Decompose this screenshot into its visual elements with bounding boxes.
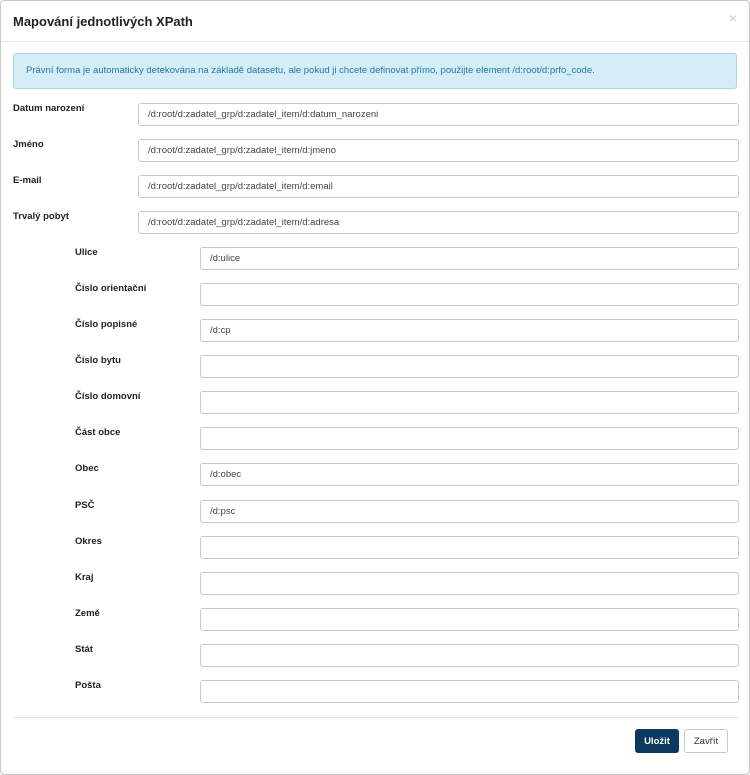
info-alert: Právní forma je automaticky detekována na základě datasetu, ale pokud ji chcete definovat přímo, použijte element /d:root/d:prfo_code. <box>13 53 737 89</box>
email-input[interactable] <box>138 175 739 198</box>
cast-obce-label: Část obce <box>75 427 121 438</box>
dialog-title: Mapování jednotlivých XPath <box>13 14 193 29</box>
ulice-input[interactable] <box>200 247 739 270</box>
cast-obce-input[interactable] <box>200 427 739 450</box>
trvaly-pobyt-input[interactable] <box>138 211 739 234</box>
obec-input[interactable] <box>200 463 739 486</box>
cislo-orientacni-input[interactable] <box>200 283 739 306</box>
save-button[interactable]: Uložit <box>635 729 679 753</box>
cislo-popisne-input[interactable] <box>200 319 739 342</box>
close-icon[interactable]: × <box>728 10 737 26</box>
field-row-cislo-orientacni <box>1 283 750 307</box>
close-button[interactable]: Zavřít <box>684 729 728 753</box>
cislo-orientacni-label: Číslo orientační <box>75 283 147 294</box>
field-row-email <box>1 175 750 199</box>
psc-input[interactable] <box>200 500 739 523</box>
field-row-cislo-bytu <box>1 355 750 379</box>
okres-input[interactable] <box>200 536 739 559</box>
jmeno-input[interactable] <box>138 139 739 162</box>
email-label: E-mail <box>13 175 42 186</box>
posta-input[interactable] <box>200 680 739 703</box>
okres-label: Okres <box>75 536 102 547</box>
zeme-input[interactable] <box>200 608 739 631</box>
field-row-zeme <box>1 608 750 632</box>
datum-narozeni-label: Datum narození <box>13 103 85 114</box>
field-row-psc <box>1 500 750 524</box>
field-row-cislo-popisne <box>1 319 750 343</box>
ulice-label: Ulice <box>75 247 98 258</box>
field-row-trvaly-pobyt <box>1 211 750 235</box>
field-row-kraj <box>1 572 750 596</box>
field-row-jmeno <box>1 139 750 163</box>
posta-label: Pošta <box>75 680 101 691</box>
field-row-posta <box>1 680 750 704</box>
cislo-bytu-label: Číslo bytu <box>75 355 121 366</box>
trvaly-pobyt-label: Trvalý pobyt <box>13 211 69 222</box>
stat-label: Stát <box>75 644 93 655</box>
obec-label: Obec <box>75 463 99 474</box>
cislo-domovni-label: Číslo domovní <box>75 391 141 402</box>
dialog-header <box>1 1 749 42</box>
field-row-stat <box>1 644 750 668</box>
field-row-ulice <box>1 247 750 271</box>
jmeno-label: Jméno <box>13 139 44 150</box>
stat-input[interactable] <box>200 644 739 667</box>
field-row-okres <box>1 536 750 560</box>
datum-narozeni-input[interactable] <box>138 103 739 126</box>
field-row-obec <box>1 463 750 487</box>
psc-label: PSČ <box>75 500 95 511</box>
kraj-label: Kraj <box>75 572 94 583</box>
kraj-input[interactable] <box>200 572 739 595</box>
cislo-bytu-input[interactable] <box>200 355 739 378</box>
field-row-datum-narozeni <box>1 103 750 127</box>
zeme-label: Země <box>75 608 100 619</box>
field-row-cast-obce <box>1 427 750 451</box>
cislo-domovni-input[interactable] <box>200 391 739 414</box>
field-row-cislo-domovni <box>1 391 750 415</box>
footer-divider <box>13 717 739 718</box>
cislo-popisne-label: Číslo popisné <box>75 319 138 330</box>
